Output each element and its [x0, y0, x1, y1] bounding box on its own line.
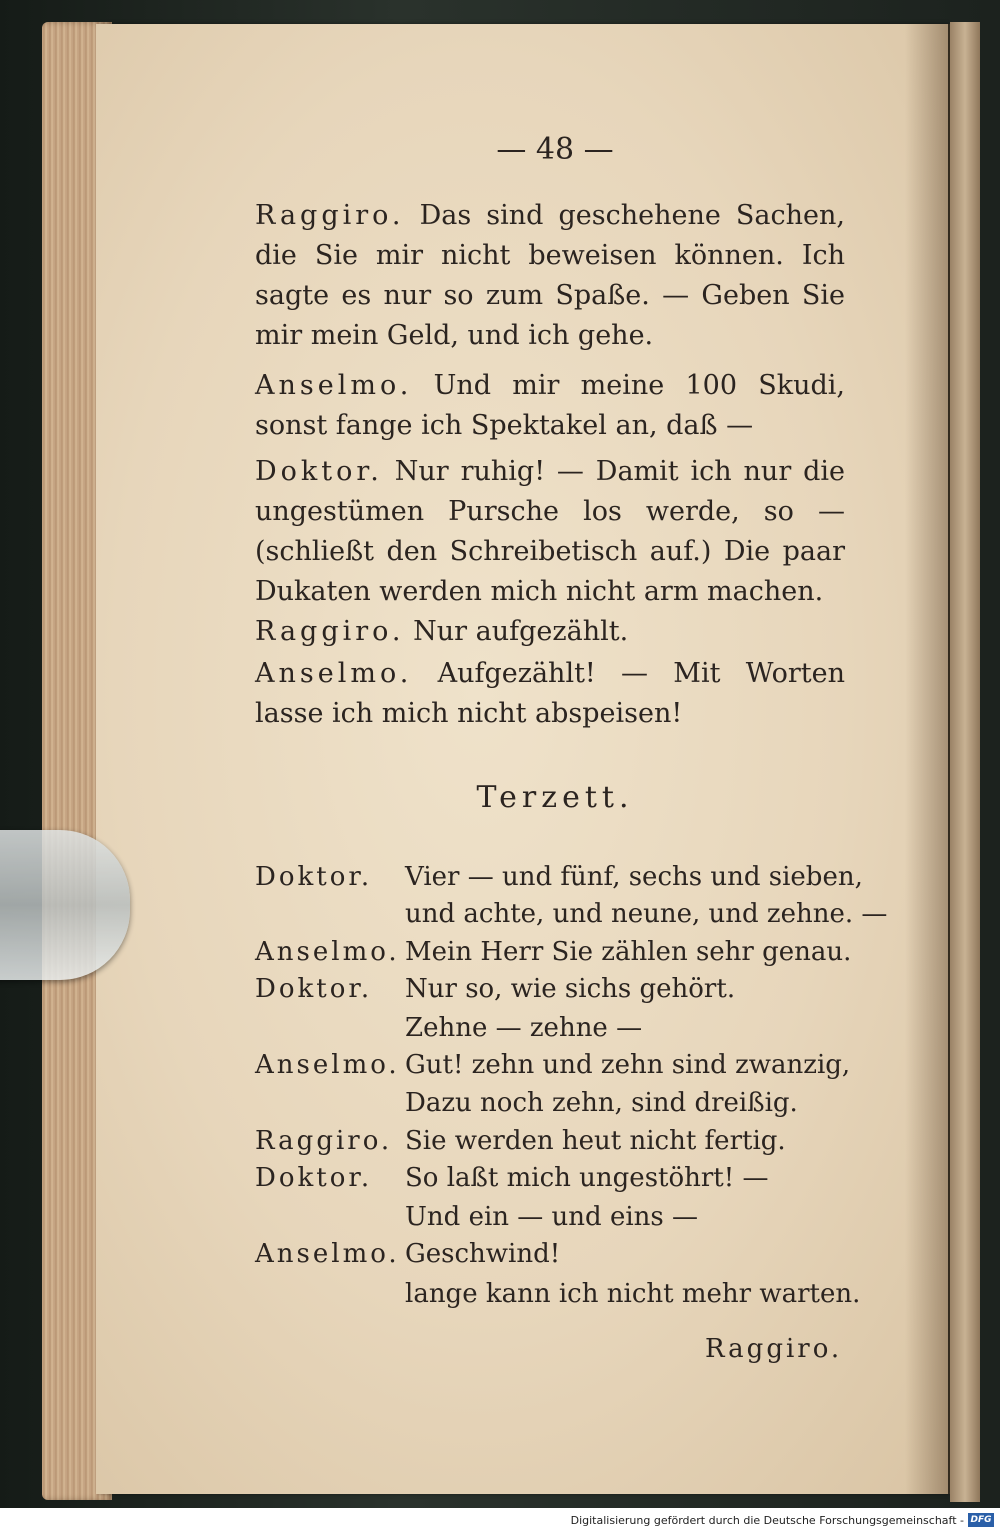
verse-text: So laßt mich ungestöhrt! — [405, 1163, 769, 1193]
verse-line [255, 974, 855, 1014]
gutter-shadow [905, 24, 950, 1494]
verse-line [255, 1202, 855, 1242]
paragraph-2 [255, 366, 845, 446]
verse-speaker: Anselmo. [255, 1050, 400, 1080]
verse-line [255, 1126, 855, 1166]
verse-line [255, 1163, 855, 1203]
speaker-name: Doktor. [255, 456, 383, 487]
verse-text: Dazu noch zehn, sind dreißig. [405, 1088, 798, 1118]
verse-speaker: Anselmo. [255, 1239, 400, 1269]
speaker-name: Anselmo. [255, 658, 413, 689]
paragraph-1 [255, 196, 845, 356]
paragraph-5 [255, 654, 845, 734]
verse-speaker: Anselmo. [255, 937, 400, 967]
verse-text: Sie werden heut nicht fertig. [405, 1126, 786, 1156]
catchword: Raggiro. [705, 1334, 843, 1364]
verse-text: Mein Herr Sie zählen sehr genau. [405, 937, 852, 967]
verse-line [255, 1239, 855, 1279]
verse-text: Und ein — und eins — [405, 1202, 698, 1232]
funding-credit: Digitalisierung gefördert durch die Deutsche Forschungsgemeinschaft - [570, 1514, 964, 1527]
verse-text: Gut! zehn und zehn sind zwanzig, [405, 1050, 851, 1080]
verse-line [255, 1050, 855, 1090]
verse-text: Vier — und fünf, sechs und sieben, [405, 862, 863, 892]
page-holder-clip [0, 830, 130, 980]
verse-speaker: Doktor. [255, 1163, 373, 1193]
verse-speaker: Doktor. [255, 974, 373, 1004]
verse-line [255, 1279, 861, 1319]
paragraph-4 [255, 612, 845, 652]
verse-speaker: Doktor. [255, 862, 373, 892]
verse-text: lange kann ich nicht mehr warten. [405, 1279, 861, 1309]
footer-bar [0, 1508, 1000, 1535]
paragraph-text: Nur ruhig! — Damit ich nur die ungestümen Pursche los werde, so — (schließt den Schreibetisch auf.) Die paar Dukaten werden mich nicht arm machen. [255, 456, 845, 607]
paragraph-text: Das sind geschehene Sachen, die Sie mir nicht beweisen können. Ich sagte es nur so zum Spaße. — Geben Sie mir mein Geld, und ich gehe. [255, 200, 845, 351]
verse-line [255, 1013, 855, 1053]
verse-text: Geschwind! [405, 1239, 561, 1269]
adjacent-page-edge [950, 22, 980, 1502]
verse-line [255, 899, 888, 939]
paragraph-text: Aufgezählt! — Mit Worten lasse ich mich nicht abspeisen! [255, 658, 845, 729]
verse-text: und achte, und neune, und zehne. — [405, 899, 888, 929]
paragraph-text: Nur aufgezählt. [413, 616, 629, 647]
verse-line [255, 862, 863, 902]
speaker-name: Anselmo. [255, 370, 413, 401]
speaker-name: Raggiro. [255, 616, 405, 647]
verse-line [255, 1088, 855, 1128]
section-heading: Terzett. [476, 780, 634, 815]
verse-text: Nur so, wie sichs gehört. [405, 974, 736, 1004]
verse-line [255, 937, 855, 977]
paragraph-3 [255, 452, 845, 612]
speaker-name: Raggiro. [255, 200, 405, 231]
verse-text: Zehne — zehne — [405, 1013, 643, 1043]
page-number: — 48 — [496, 132, 614, 167]
paragraph-text: Und mir meine 100 Skudi, sonst fange ich Spektakel an, daß — [255, 370, 845, 441]
dfg-logo-icon: DFG [968, 1513, 994, 1527]
verse-speaker: Raggiro. [255, 1126, 393, 1156]
